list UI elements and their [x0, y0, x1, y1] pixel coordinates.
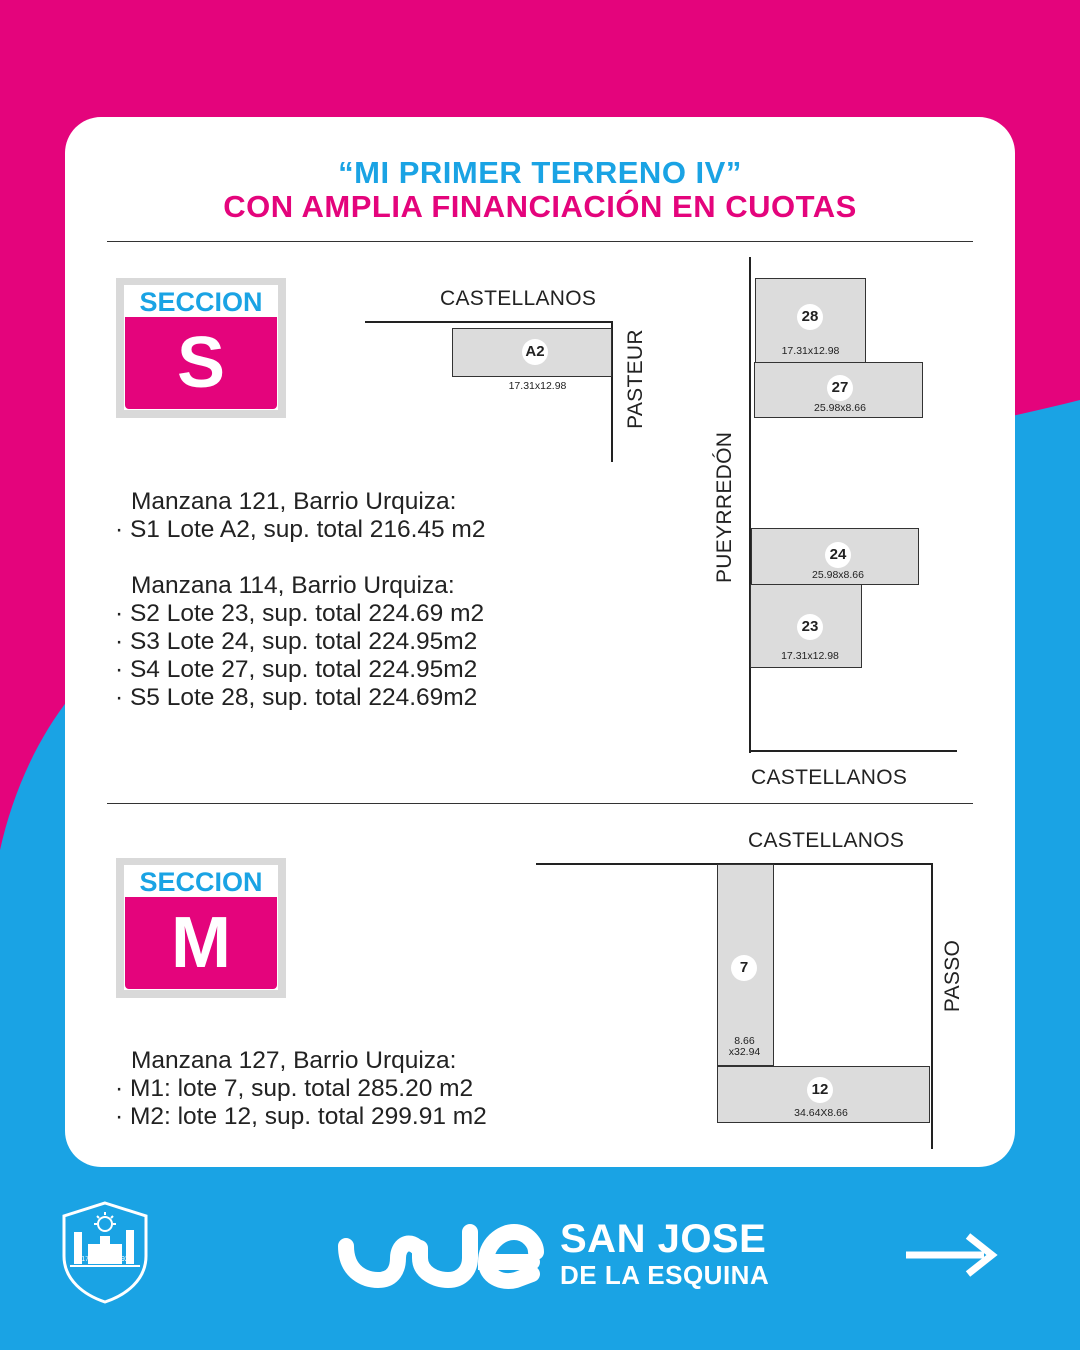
section-s-block2 — [115, 572, 484, 712]
block-heading: Manzana 127, Barrio Urquiza: — [131, 1047, 457, 1074]
list-item: · S5 Lote 28, sup. total 224.69m2 — [115, 684, 478, 711]
divider — [107, 803, 973, 804]
list-item: · S4 Lote 27, sup. total 224.95m2 — [115, 656, 478, 683]
section-s-block1 — [115, 488, 485, 544]
street-label: PUEYRREDÓN — [713, 431, 736, 583]
sje-logo-icon — [336, 1218, 551, 1290]
crest-year: 1892 — [113, 1256, 129, 1263]
arrow-right-icon[interactable] — [902, 1230, 998, 1280]
lot-number: 12 — [807, 1077, 833, 1103]
list-item: · S3 Lote 24, sup. total 224.95m2 — [115, 628, 478, 655]
street-label: PASSO — [941, 939, 964, 1013]
brand-line2: DE LA ESQUINA — [560, 1260, 770, 1290]
lot-dimensions: 25.98x8.66 — [812, 569, 864, 581]
section-m-block — [115, 1047, 487, 1131]
section-m-badge — [116, 858, 286, 998]
lot-dimensions: 25.98x8.66 — [814, 402, 866, 414]
street-line — [749, 750, 957, 752]
street-label: CASTELLANOS — [748, 829, 905, 852]
lot-number: 27 — [827, 375, 853, 401]
block-heading: Manzana 121, Barrio Urquiza: — [131, 488, 457, 515]
page-title: “MI PRIMER TERRENO IV” — [338, 155, 742, 190]
street-label: PASTEUR — [624, 329, 647, 429]
lot-dimensions: x32.94 — [728, 1046, 761, 1058]
section-s-label: SECCION — [139, 287, 263, 317]
divider — [107, 241, 973, 242]
crest-year: 1728 — [81, 1256, 97, 1263]
page-subtitle: CON AMPLIA FINANCIACIÓN EN CUOTAS — [223, 189, 857, 224]
brand-line1: SAN JOSE — [560, 1217, 767, 1261]
street-label: CASTELLANOS — [440, 287, 597, 310]
lot-dimensions: 17.31x12.98 — [508, 380, 567, 392]
list-item: · S2 Lote 23, sup. total 224.69 m2 — [115, 600, 485, 627]
info-card — [65, 117, 1015, 1167]
street-line — [931, 863, 933, 1149]
brand-name — [560, 1218, 769, 1290]
lot-dimensions: 34.64X8.66 — [794, 1107, 848, 1119]
list-item: · S1 Lote A2, sup. total 216.45 m2 — [115, 516, 486, 543]
street-label: CASTELLANOS — [751, 766, 908, 789]
block-heading: Manzana 114, Barrio Urquiza: — [131, 572, 455, 599]
lot-number: A2 — [522, 339, 548, 365]
street-line — [749, 257, 751, 753]
section-m-label: SECCION — [139, 867, 263, 897]
lot-dimensions: 17.31x12.98 — [781, 650, 839, 662]
lot-dimensions: 17.31x12.98 — [781, 345, 840, 357]
list-item: · M1: lote 7, sup. total 285.20 m2 — [115, 1075, 474, 1102]
lot-number: 28 — [797, 304, 823, 330]
list-item: · M2: lote 12, sup. total 299.91 m2 — [115, 1103, 487, 1130]
street-line — [365, 321, 613, 323]
lot-dimensions: 8.66 — [734, 1035, 755, 1047]
section-s-badge — [116, 278, 286, 418]
section-s-letter: S — [125, 317, 277, 409]
municipal-crest-icon — [60, 1200, 150, 1304]
lot-number: 23 — [797, 614, 823, 640]
lot-number: 7 — [731, 955, 757, 981]
lot-number: 24 — [825, 542, 851, 568]
section-m-letter: M — [125, 897, 277, 989]
